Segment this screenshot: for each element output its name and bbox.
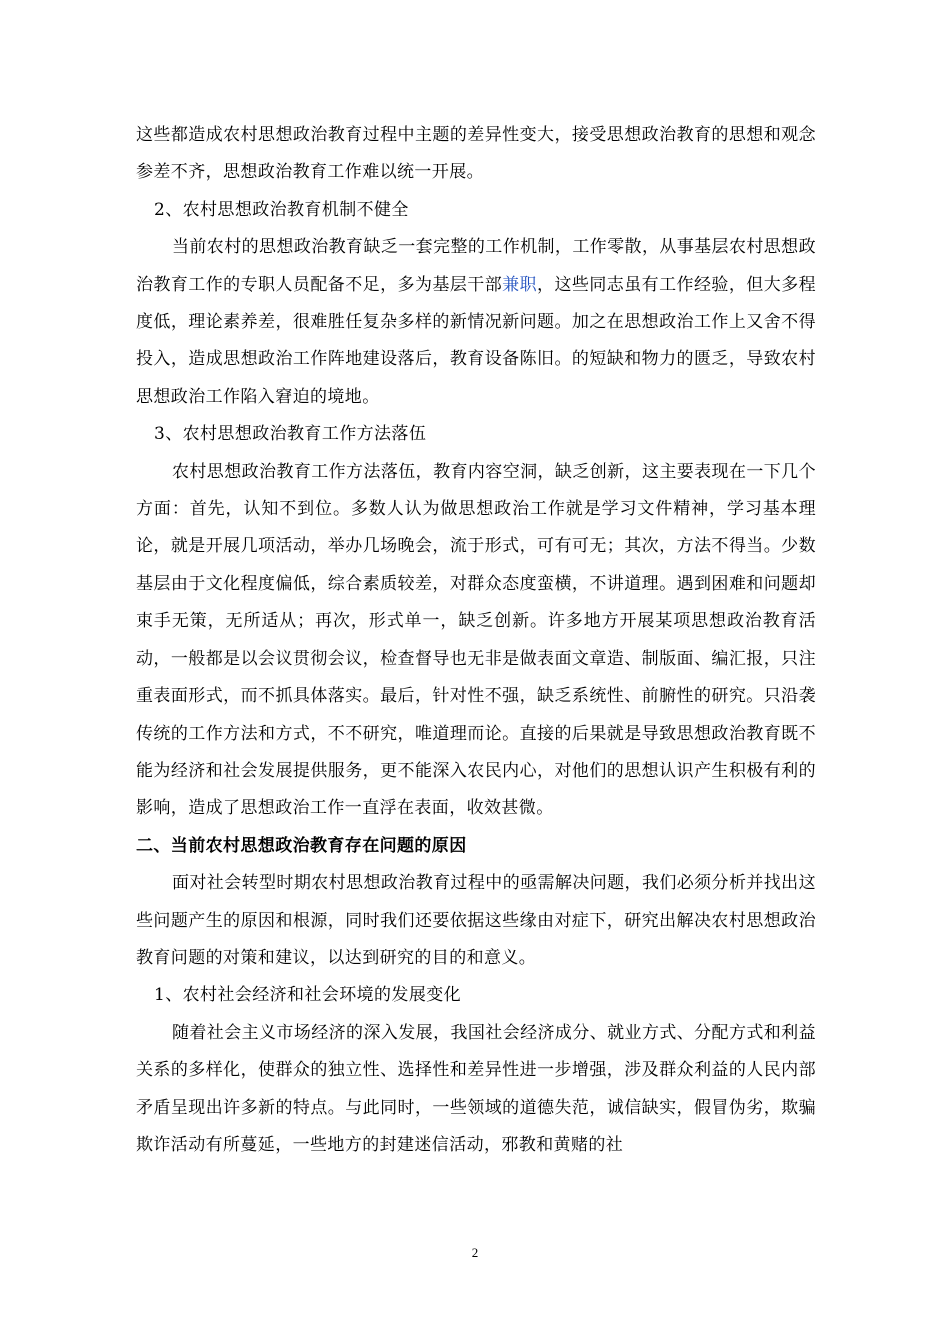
page-body: [136, 117, 816, 1164]
page-number: 2: [471, 1245, 479, 1260]
subheading-methods: 3、农村思想政治教育工作方法落伍: [154, 424, 427, 445]
section-heading-causes: 二、当前农村思想政治教育存在问题的原因: [136, 835, 467, 856]
paragraph-mechanism-text-end: ，这些同志虽有工作经验，但大多程度低，理论素养差，很难胜任复杂多样的新情况新问题。加之在思想政治工作上又舍不得投入，造成思想政治工作阵地建设落后，教育设备陈旧。的短缺和物力的匮乏，导致农村思想政治工作陷入窘迫的境地。: [136, 274, 816, 407]
paragraph-methods: 农村思想政治教育工作方法落伍，教育内容空洞，缺乏创新，这主要表现在一下几个方面：首先，认知不到位。多数人认为做思想政治工作就是学习文件精神，学习基本理论，就是开展几项活动，举办几场晚会，流于形式，可有可无；其次，方法不得当。少数基层由于文化程度偏低，综合素质较差，对群众态度蛮横，不讲道理。遇到困难和问题却束手无策，无所适从；再次，形式单一，缺乏创新。许多地方开展某项思想政治教育活动，一般都是以会议贯彻会议，检查督导也无非是做表面文章造、制版面、编汇报，只注重表面形式，而不抓具体落实。最后，针对性不强，缺乏系统性、前腑性的研究。只沿袭传统的工作方法和方式，不不研究，唯道理而论。直接的后果就是导致思想政治教育既不能为经济和社会发展提供服务，更不能深入农民内心，对他们的思想认识产生积极有利的影响，造成了思想政治工作一直浮在表面，收效甚微。: [136, 461, 816, 819]
link-part-time[interactable]: 兼职: [502, 274, 538, 295]
paragraph-causes-intro: 面对社会转型时期农村思想政治教育过程中的亟需解决问题，我们必须分析并找出这些问题产生的原因和根源，同时我们还要依据这些缘由对症下，研究出解决农村思想政治教育问题的对策和建议，以达到研究的目的和意义。: [136, 873, 816, 968]
paragraph-mechanism: [136, 229, 816, 416]
subheading-environment: 1、农村社会经济和社会环境的发展变化: [154, 985, 462, 1006]
subheading-mechanism: 2、农村思想政治教育机制不健全: [154, 199, 409, 220]
paragraph-mechanism-text-start: 当前农村的思想政治教育缺乏一套完整的工作机制，工作零散，从事基层农村思想政治教育工作的专职人员配备不足，多为基层干部: [136, 237, 816, 295]
paragraph-environment: 随着社会主义市场经济的深入发展，我国社会经济成分、就业方式、分配方式和利益关系的多样化，使群众的独立性、选择性和差异性进一步增强，涉及群众利益的人民内部矛盾呈现出许多新的特点。与此同时，一些领域的道德失范，诚信缺实，假冒伪劣，欺骗欺诈活动有所蔓延，一些地方的封建迷信活动，邪教和黄赌的社: [136, 1022, 816, 1155]
paragraph-continuation: 这些都造成农村思想政治教育过程中主题的差异性变大，接受思想政治教育的思想和观念参差不齐，思想政治教育工作难以统一开展。: [136, 125, 816, 183]
